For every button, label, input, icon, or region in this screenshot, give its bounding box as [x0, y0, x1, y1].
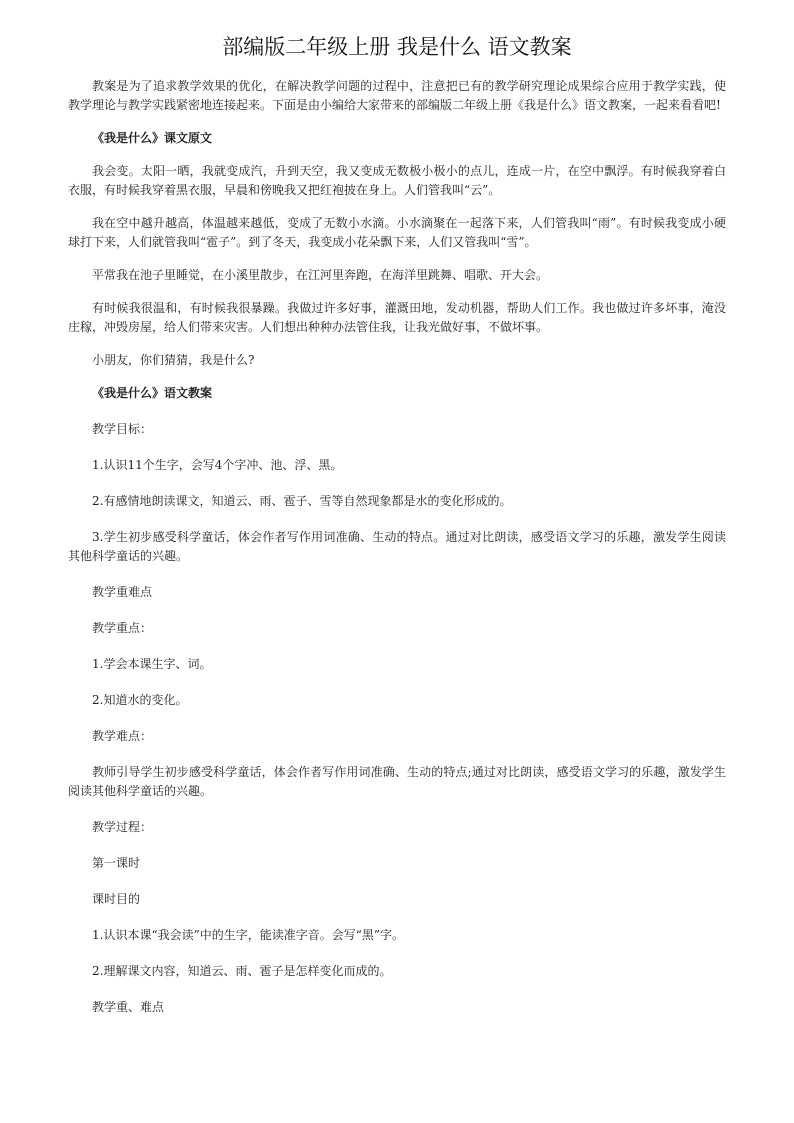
lesson-goal-label: 课时目的: [92, 892, 141, 906]
section-heading-lesson-plan: 《我是什么》语文教案: [92, 386, 213, 400]
text-paragraph-3: 平常我在池子里睡觉，在小溪里散步，在江河里奔跑，在海洋里跳舞、唱歌、开大会。: [92, 268, 549, 282]
difficult-points-label: 教学难点：: [92, 729, 153, 743]
goal-item-3: 3.学生初步感受科学童话，体会作者写作用词准确、生动的特点。通过对比朗读，感受语文学习的乐趣，激发学生阅读其他科学童话的兴趣。: [68, 530, 726, 563]
lesson-key-label: 教学重、难点: [92, 1000, 165, 1014]
key-difficult-label: 教学重难点: [92, 585, 153, 599]
key-point-1: 1.学会本课生字、词。: [92, 657, 212, 671]
document-body: [68, 77, 726, 1017]
text-paragraph-2: 我在空中越升越高，体温越来越低，变成了无数小水滴。小水滴聚在一起落下来，人们管我叫“雨”。有时候我变成小硬球打下来，人们就管我叫“雹子”。到了冬天，我变成小花朵飘下来，人们又管我叫“雪”。: [68, 216, 726, 249]
key-point-2: 2.知道水的变化。: [92, 693, 188, 707]
text-paragraph-4: 有时候我很温和，有时候我很暴躁。我做过许多好事，灌溉田地，发动机器，帮助人们工作。我也做过许多坏事，淹没庄稼，冲毁房屋，给人们带来灾害。人们想出种种办法管住我，让我光做好事，不做坏事。: [68, 301, 726, 334]
key-points-label: 教学重点：: [92, 621, 153, 635]
text-paragraph-5: 小朋友，你们猜猜，我是什么?: [92, 353, 255, 367]
goal-item-2: 2.有感情地朗读课文，知道云、雨、雹子、雪等自然现象都是水的变化形成的。: [92, 494, 512, 508]
text-paragraph-1: 我会变。太阳一晒，我就变成汽，升到天空，我又变成无数极小极小的点儿，连成一片，在空中飘浮。有时候我穿着白衣服，有时候我穿着黑衣服，早晨和傍晚我又把红袍披在身上。人们管我叫“云”。: [68, 164, 726, 197]
lesson-goal-1: 1.认识本课“我会读”中的生字，能读准字音。会写“黑”字。: [92, 928, 404, 942]
difficult-points-text: 教师引导学生初步感受科学童话，体会作者写作用词准确、生动的特点;通过对比朗读，感受语文学习的乐趣，激发学生阅读其他科学童话的兴趣。: [68, 765, 726, 798]
section-heading-original-text: 《我是什么》课文原文: [92, 131, 213, 145]
goals-label: 教学目标：: [92, 422, 153, 436]
process-label: 教学过程：: [92, 820, 153, 834]
intro-paragraph: 教案是为了追求教学效果的优化，在解决教学问题的过程中，注意把已有的教学研究理论成果综合应用于教学实践，使教学理论与教学实践紧密地连接起来。下面是由小编给大家带来的部编版二年级上册《我是什么》语文教案，一起来看看吧!: [68, 79, 726, 112]
goal-item-1: 1.认识11个生字，会写4个字冲、池、浮、黑。: [92, 458, 343, 472]
document-title: 部编版二年级上册 我是什么 语文教案: [222, 35, 572, 59]
lesson-goal-2: 2.理解课文内容，知道云、雨、雹子是怎样变化而成的。: [92, 964, 392, 978]
lesson-1-label: 第一课时: [92, 856, 141, 870]
